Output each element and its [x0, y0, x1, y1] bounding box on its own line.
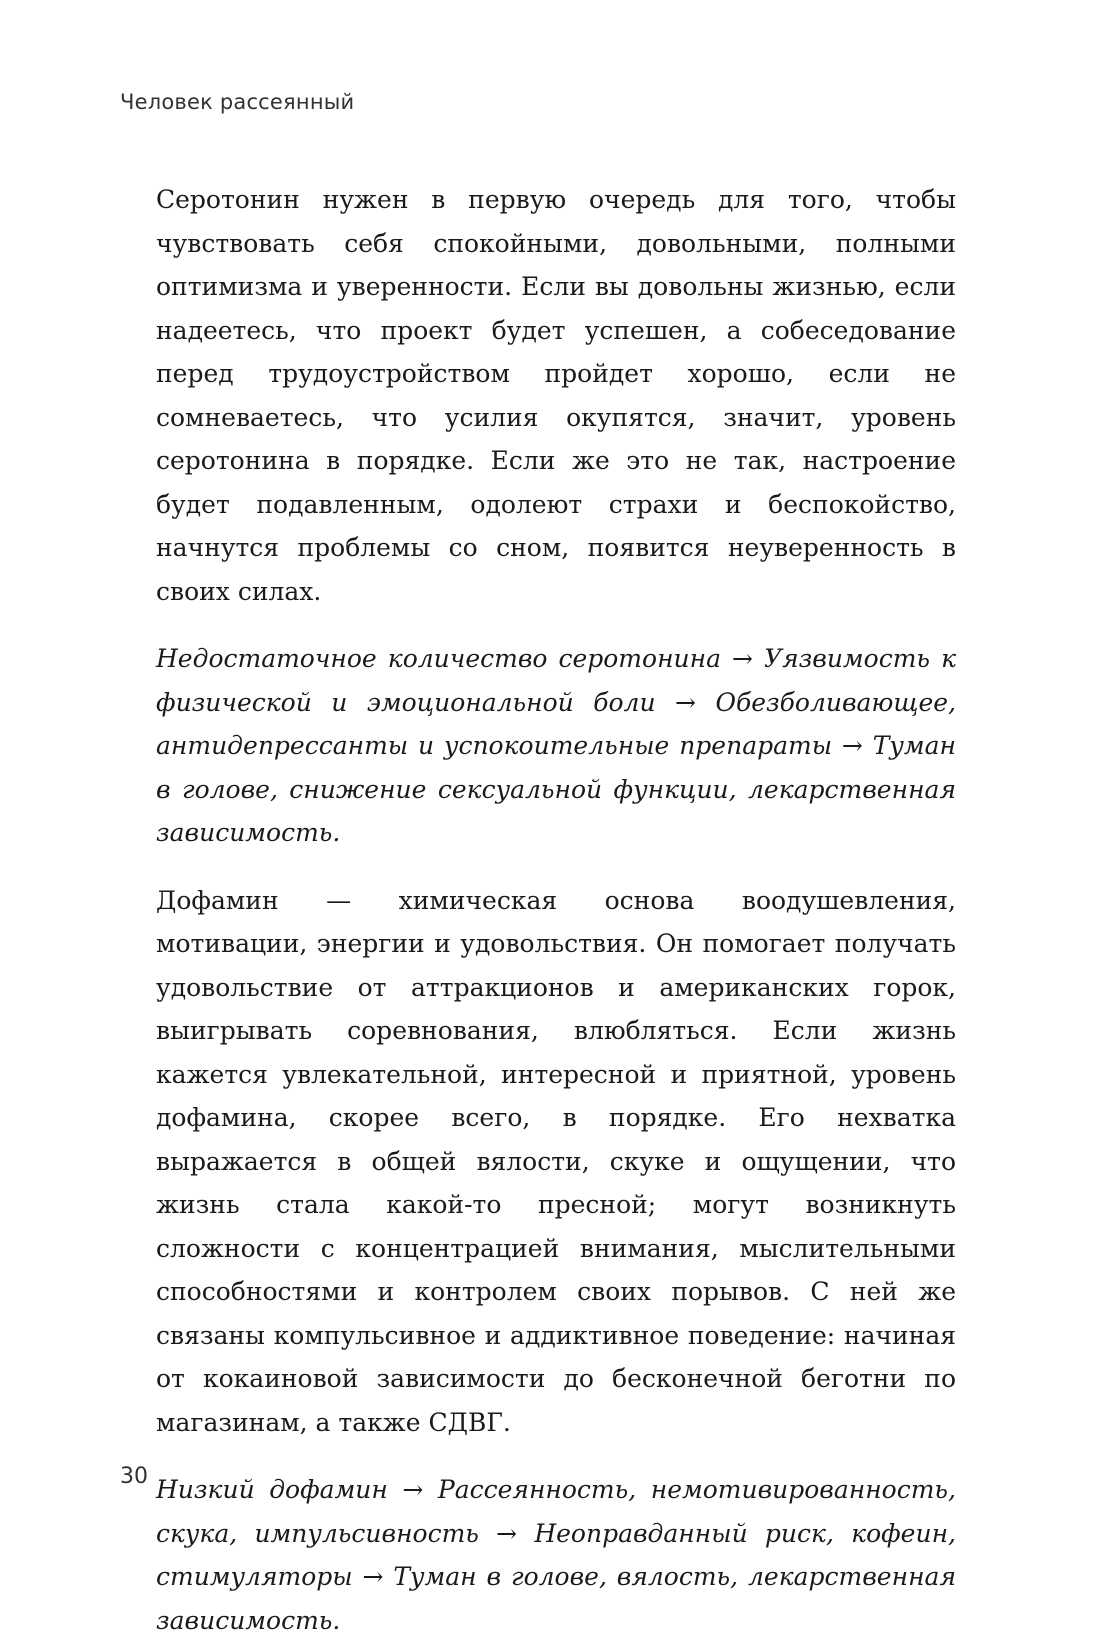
paragraph-gap [156, 613, 956, 637]
running-header: Человек рассеянный [120, 90, 355, 114]
paragraph-gap [156, 855, 956, 879]
main-text [156, 178, 956, 1642]
chain-serotonin: Недостаточное количество серотонина → Уязвимость к физической и эмоциональной боли → Обезболивающее, антидепрессанты и успокоительные препараты → Туман в голове, снижение сексуальной функции, лекарственная зависимость. [156, 644, 956, 847]
chain-dopamine: Низкий дофамин → Рассеянность, немотивированность, скука, импульсивность → Неоправданный риск, кофеин, стимуляторы → Туман в голове, вялость, лекарственная зависимость. [156, 1475, 956, 1635]
page-number: 30 [120, 1464, 148, 1489]
paragraph-gap [156, 1444, 956, 1468]
paragraph-serotonin: Серотонин нужен в первую очередь для того, чтобы чувствовать себя спокойными, довольными, полными оптимизма и уверенности. Если вы довольны жизнью, если надеетесь, что проект будет успешен, а собеседование перед трудоустройством пройдет хорошо, если не сомневаетесь, что усилия окупятся, значит, уровень серотонина в порядке. Если же это не так, настроение будет подавленным, одолеют страхи и беспокойство, начнутся проблемы со сном, появится неуверенность в своих силах. [156, 185, 956, 606]
paragraph-dopamine: Дофамин — химическая основа воодушевления, мотивации, энергии и удовольствия. Он помогает получать удовольствие от аттракционов и американских горок, выигрывать соревнования, влюбляться. Если жизнь кажется увлекательной, интересной и приятной, уровень дофамина, скорее всего, в порядке. Его нехватка выражается в общей вялости, скуке и ощущении, что жизнь стала какой-то пресной; могут возникнуть сложности с концентрацией внимания, мыслительными способностями и контролем своих порывов. С ней же связаны компульсивное и аддиктивное поведение: начиная от кокаиновой зависимости до бесконечной беготни по магазинам, а также СДВГ. [156, 885, 956, 1437]
